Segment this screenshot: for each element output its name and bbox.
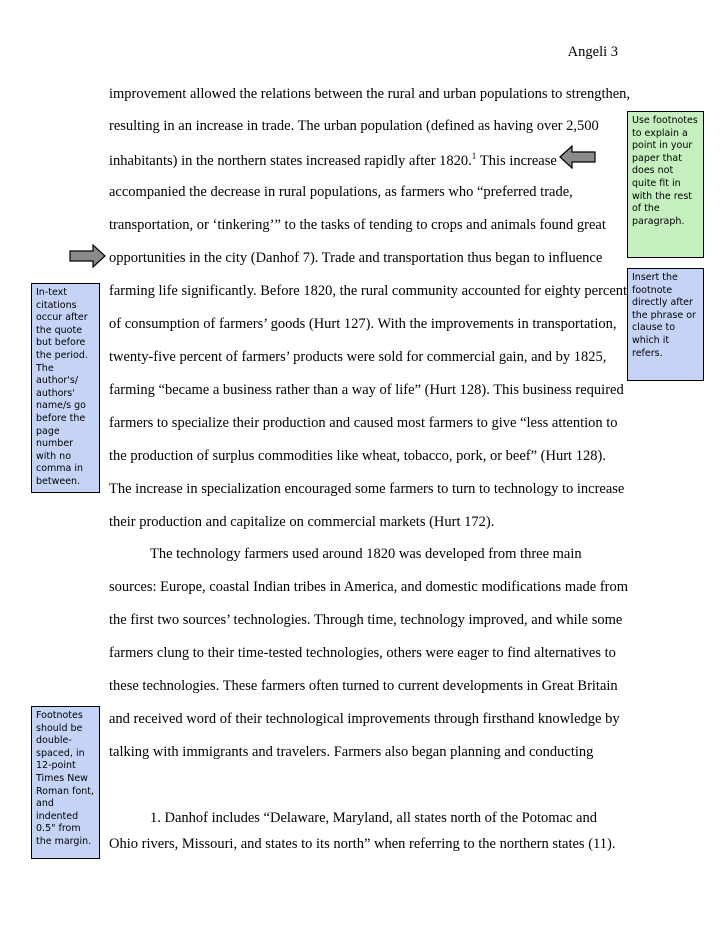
in-text-citation-note: In-text citations occur after the quote but before the period. The author's/ authors' name/s go before the page number with no comma in between. bbox=[31, 283, 100, 493]
footnote-line: Ohio rivers, Missouri, and states to its north” when referring to the northern states (11). bbox=[109, 836, 616, 852]
body-line: the first two sources’ technologies. Through time, technology improved, and while some bbox=[109, 612, 623, 628]
body-line: farmers clung to their time-tested technologies, others were eager to find alternatives to bbox=[109, 645, 616, 661]
body-line: improvement allowed the relations between the rural and urban populations to strengthen, bbox=[109, 86, 631, 102]
body-line: farming “became a business rather than a way of life” (Hurt 128). This business required bbox=[109, 382, 624, 398]
footnote-reference: 1 bbox=[471, 151, 477, 161]
body-line-text: inhabitants) in the northern states increased rapidly after 1820. bbox=[109, 152, 472, 169]
body-line: the production of surplus commodities like wheat, tobacco, pork, or beef” (Hurt 128). bbox=[109, 448, 606, 464]
body-line-with-footnote-ref bbox=[109, 151, 557, 170]
body-line: The increase in specialization encouraged some farmers to turn to technology to increase bbox=[109, 481, 625, 497]
running-head: Angeli 3 bbox=[567, 44, 618, 60]
body-line: farmers to specialize their production and caused most farmers to give “less attention to bbox=[109, 415, 618, 431]
body-line: and received word of their technological improvements through firsthand knowledge by bbox=[109, 711, 620, 727]
body-line: twenty-five percent of farmers’ products were sold for commercial gain, and by 1825, bbox=[109, 349, 607, 365]
body-line-tail: This increase bbox=[479, 152, 557, 169]
footnote-format-note: Footnotes should be double-spaced, in 12-point Times New Roman font, and indented 0.5" from the margin. bbox=[31, 706, 100, 859]
body-line: accompanied the decrease in rural populations, as farmers who “preferred trade, bbox=[109, 184, 573, 200]
right-arrow-icon bbox=[68, 244, 106, 268]
body-line: farming life significantly. Before 1820, the rural community accounted for eighty percent bbox=[109, 283, 628, 299]
footnote-explanation-note: Use footnotes to explain a point in your paper that does not quite fit in with the rest of the paragraph. bbox=[627, 111, 704, 258]
body-line: of consumption of farmers’ goods (Hurt 127). With the improvements in transportation, bbox=[109, 316, 617, 332]
paragraph-first-line: The technology farmers used around 1820 was developed from three main bbox=[150, 546, 582, 562]
footnote-line: 1. Danhof includes “Delaware, Maryland, all states north of the Potomac and bbox=[150, 810, 597, 826]
left-arrow-icon bbox=[559, 145, 597, 169]
body-line: opportunities in the city (Danhof 7). Trade and transportation thus began to influence bbox=[109, 250, 603, 266]
body-line: their production and capitalize on commercial markets (Hurt 172). bbox=[109, 514, 495, 530]
body-line: sources: Europe, coastal Indian tribes in America, and domestic modifications made from bbox=[109, 579, 629, 595]
body-line: talking with immigrants and travelers. Farmers also began planning and conducting bbox=[109, 744, 594, 760]
body-line: transportation, or ‘tinkering’” to the tasks of tending to crops and animals found great bbox=[109, 217, 606, 233]
body-line: resulting in an increase in trade. The urban population (defined as having over 2,500 bbox=[109, 118, 599, 134]
footnote-placement-note: Insert the footnote directly after the phrase or clause to which it refers. bbox=[627, 268, 704, 381]
body-line: these technologies. These farmers often turned to current developments in Great Britain bbox=[109, 678, 618, 694]
